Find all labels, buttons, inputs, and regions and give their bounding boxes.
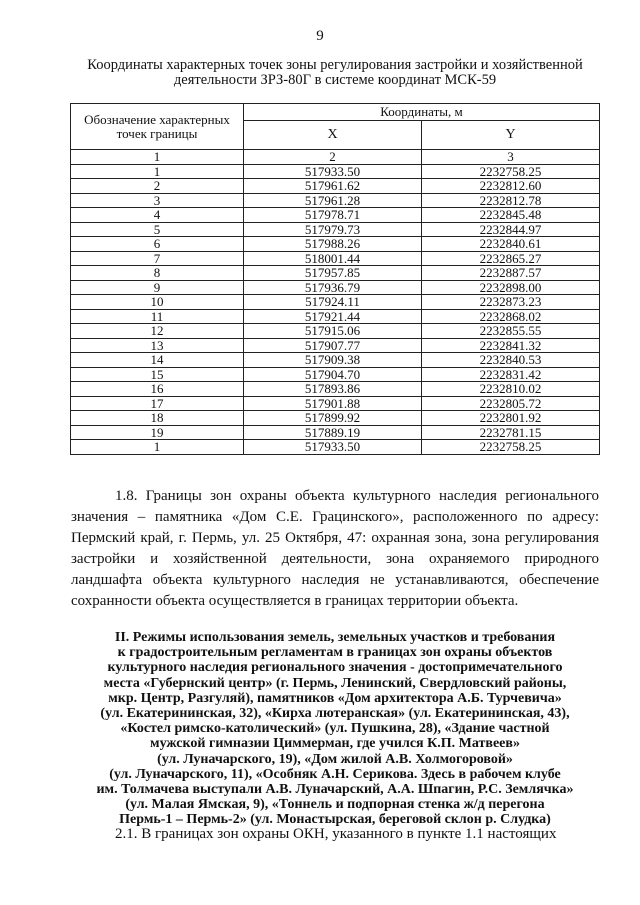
point-number-cell: 1 xyxy=(71,164,244,179)
y-coordinate-cell: 2232887.57 xyxy=(422,266,600,281)
table-row xyxy=(71,440,600,455)
point-number-cell: 1 xyxy=(71,440,244,455)
section-heading-line: (ул. Малая Ямская, 9), «Тоннель и подпорная стенка ж/д перегона xyxy=(125,797,545,813)
y-coordinate-cell: 2232841.32 xyxy=(422,338,600,353)
x-coordinate-cell: 517915.06 xyxy=(244,324,422,339)
table-row xyxy=(71,367,600,382)
table-row xyxy=(71,382,600,397)
table-row xyxy=(71,324,600,339)
point-number-cell: 18 xyxy=(71,411,244,426)
y-coordinate-cell: 2232812.78 xyxy=(422,193,600,208)
y-coordinate-cell: 2232810.02 xyxy=(422,382,600,397)
point-number-cell: 15 xyxy=(71,367,244,382)
table-row xyxy=(71,193,600,208)
header-coordinates: Координаты, м xyxy=(244,104,600,121)
point-number-cell: 4 xyxy=(71,208,244,223)
section-heading-line: II. Режимы использования земель, земельных участков и требования xyxy=(114,630,556,645)
y-coordinate-cell: 2232801.92 xyxy=(422,411,600,426)
x-coordinate-cell: 517961.28 xyxy=(244,193,422,208)
paragraph-2-1-text: 2.1. В границах зон охраны ОКН, указанного в пункте 1.1 настоящих xyxy=(115,826,557,842)
table-row xyxy=(71,208,600,223)
section-heading-line: к градостроительным регламентам в границах зон охраны объектов xyxy=(117,645,553,661)
y-coordinate-cell: 2232781.15 xyxy=(422,425,600,440)
column-index-cell: 2 xyxy=(244,150,422,165)
section-heading-line: (ул. Луначарского, 11), «Особняк А.Н. Серикова. Здесь в рабочем клубе xyxy=(109,766,561,782)
table-row xyxy=(71,222,600,237)
y-coordinate-cell: 2232845.48 xyxy=(422,208,600,223)
point-number-cell: 17 xyxy=(71,396,244,411)
point-number-cell: 9 xyxy=(71,280,244,295)
table-row xyxy=(71,396,600,411)
table-row xyxy=(71,266,600,281)
table-row xyxy=(71,237,600,252)
y-coordinate-cell: 2232840.61 xyxy=(422,237,600,252)
section-heading-line: им. Толмачева выступали А.В. Луначарский, А.А. Шпагин, Р.С. Землячка» xyxy=(96,782,574,798)
point-number-cell: 19 xyxy=(71,425,244,440)
point-number-cell: 11 xyxy=(71,309,244,324)
paragraph-1-8-text: 1.8. Границы зон охраны объекта культурного наследия регионального значения – памятника «Дом С.Е. Грацинского», расположенного по адресу: Пермский край, г. Пермь, ул. 25 Октября, 47: охранная зона, зона регулирования застройки и хозяйственной деятельности, зона охраняемого природного ландшафта объекта культурного наследия не устанавливаются, обеспечение сохранности объекта осуществляется в границах территории объекта. xyxy=(71,488,599,609)
y-coordinate-cell: 2232855.55 xyxy=(422,324,600,339)
point-number-cell: 13 xyxy=(71,338,244,353)
paragraph-2-1 xyxy=(71,824,599,845)
section-heading-line: культурного наследия регионального значения - достопримечательного xyxy=(107,660,563,676)
x-coordinate-cell: 517924.11 xyxy=(244,295,422,310)
x-coordinate-cell: 517899.92 xyxy=(244,411,422,426)
x-coordinate-cell: 517921.44 xyxy=(244,309,422,324)
section-heading xyxy=(70,630,600,828)
y-coordinate-cell: 2232898.00 xyxy=(422,280,600,295)
header-y: Y xyxy=(422,121,600,150)
y-coordinate-cell: 2232812.60 xyxy=(422,179,600,194)
point-number-cell: 10 xyxy=(71,295,244,310)
section-heading-line: Пермь-1 – Пермь-2» (ул. Монастырская, береговой склон р. Слудка) xyxy=(119,812,551,828)
column-index-row xyxy=(71,150,600,165)
x-coordinate-cell: 517889.19 xyxy=(244,425,422,440)
section-heading-line: мужской гимназии Циммерман, где учился К.П. Матвеев» xyxy=(150,736,520,752)
table-row xyxy=(71,425,600,440)
column-index-cell: 1 xyxy=(71,150,244,165)
y-coordinate-cell: 2232844.97 xyxy=(422,222,600,237)
y-coordinate-cell: 2232758.25 xyxy=(422,440,600,455)
table-row xyxy=(71,338,600,353)
point-number-cell: 12 xyxy=(71,324,244,339)
y-coordinate-cell: 2232840.53 xyxy=(422,353,600,368)
x-coordinate-cell: 518001.44 xyxy=(244,251,422,266)
section-heading-line: «Костел римско-католический» (ул. Пушкина, 28), «Здание частной xyxy=(120,721,550,737)
header-x: X xyxy=(244,121,422,150)
y-coordinate-cell: 2232758.25 xyxy=(422,164,600,179)
point-number-cell: 14 xyxy=(71,353,244,368)
x-coordinate-cell: 517936.79 xyxy=(244,280,422,295)
x-coordinate-cell: 517933.50 xyxy=(244,440,422,455)
x-coordinate-cell: 517933.50 xyxy=(244,164,422,179)
point-number-cell: 3 xyxy=(71,193,244,208)
y-coordinate-cell: 2232865.27 xyxy=(422,251,600,266)
document-title: Координаты характерных точек зоны регулирования застройки и хозяйственной деятельности ЗРЗ-80Г в системе координат МСК-59 xyxy=(87,57,583,88)
x-coordinate-cell: 517988.26 xyxy=(244,237,422,252)
point-number-cell: 2 xyxy=(71,179,244,194)
section-heading-line: (ул. Луначарского, 19), «Дом жилой А.В. Холмогоровой» xyxy=(157,751,513,767)
header-point-designation: Обозначение характерных точек границы xyxy=(71,104,244,150)
table-row xyxy=(71,179,600,194)
point-number-cell: 5 xyxy=(71,222,244,237)
x-coordinate-cell: 517904.70 xyxy=(244,367,422,382)
coordinates-table xyxy=(70,103,600,455)
point-number-cell: 7 xyxy=(71,251,244,266)
point-number-cell: 6 xyxy=(71,237,244,252)
x-coordinate-cell: 517893.86 xyxy=(244,382,422,397)
coordinates-table-body xyxy=(71,150,600,455)
point-number-cell: 8 xyxy=(71,266,244,281)
x-coordinate-cell: 517978.71 xyxy=(244,208,422,223)
table-row xyxy=(71,280,600,295)
y-coordinate-cell: 2232868.02 xyxy=(422,309,600,324)
table-row xyxy=(71,295,600,310)
column-index-cell: 3 xyxy=(422,150,600,165)
x-coordinate-cell: 517909.38 xyxy=(244,353,422,368)
y-coordinate-cell: 2232805.72 xyxy=(422,396,600,411)
page-number: 9 xyxy=(316,28,324,44)
point-number-cell: 16 xyxy=(71,382,244,397)
section-heading-line: (ул. Екатерининская, 32), «Кирха лютеранская» (ул. Екатерининская, 43), xyxy=(100,706,570,722)
x-coordinate-cell: 517901.88 xyxy=(244,396,422,411)
table-row xyxy=(71,353,600,368)
section-heading-line: мкр. Центр, Разгуляй), памятников «Дом архитектора А.Б. Турчевича» xyxy=(108,690,562,706)
x-coordinate-cell: 517979.73 xyxy=(244,222,422,237)
table-row xyxy=(71,309,600,324)
x-coordinate-cell: 517961.62 xyxy=(244,179,422,194)
x-coordinate-cell: 517907.77 xyxy=(244,338,422,353)
y-coordinate-cell: 2232831.42 xyxy=(422,367,600,382)
paragraph-1-8 xyxy=(71,486,599,612)
section-heading-line: места «Губернский центр» (г. Пермь, Ленинский, Свердловский районы, xyxy=(103,675,567,691)
table-row xyxy=(71,411,600,426)
x-coordinate-cell: 517957.85 xyxy=(244,266,422,281)
y-coordinate-cell: 2232873.23 xyxy=(422,295,600,310)
table-row xyxy=(71,164,600,179)
table-row xyxy=(71,251,600,266)
